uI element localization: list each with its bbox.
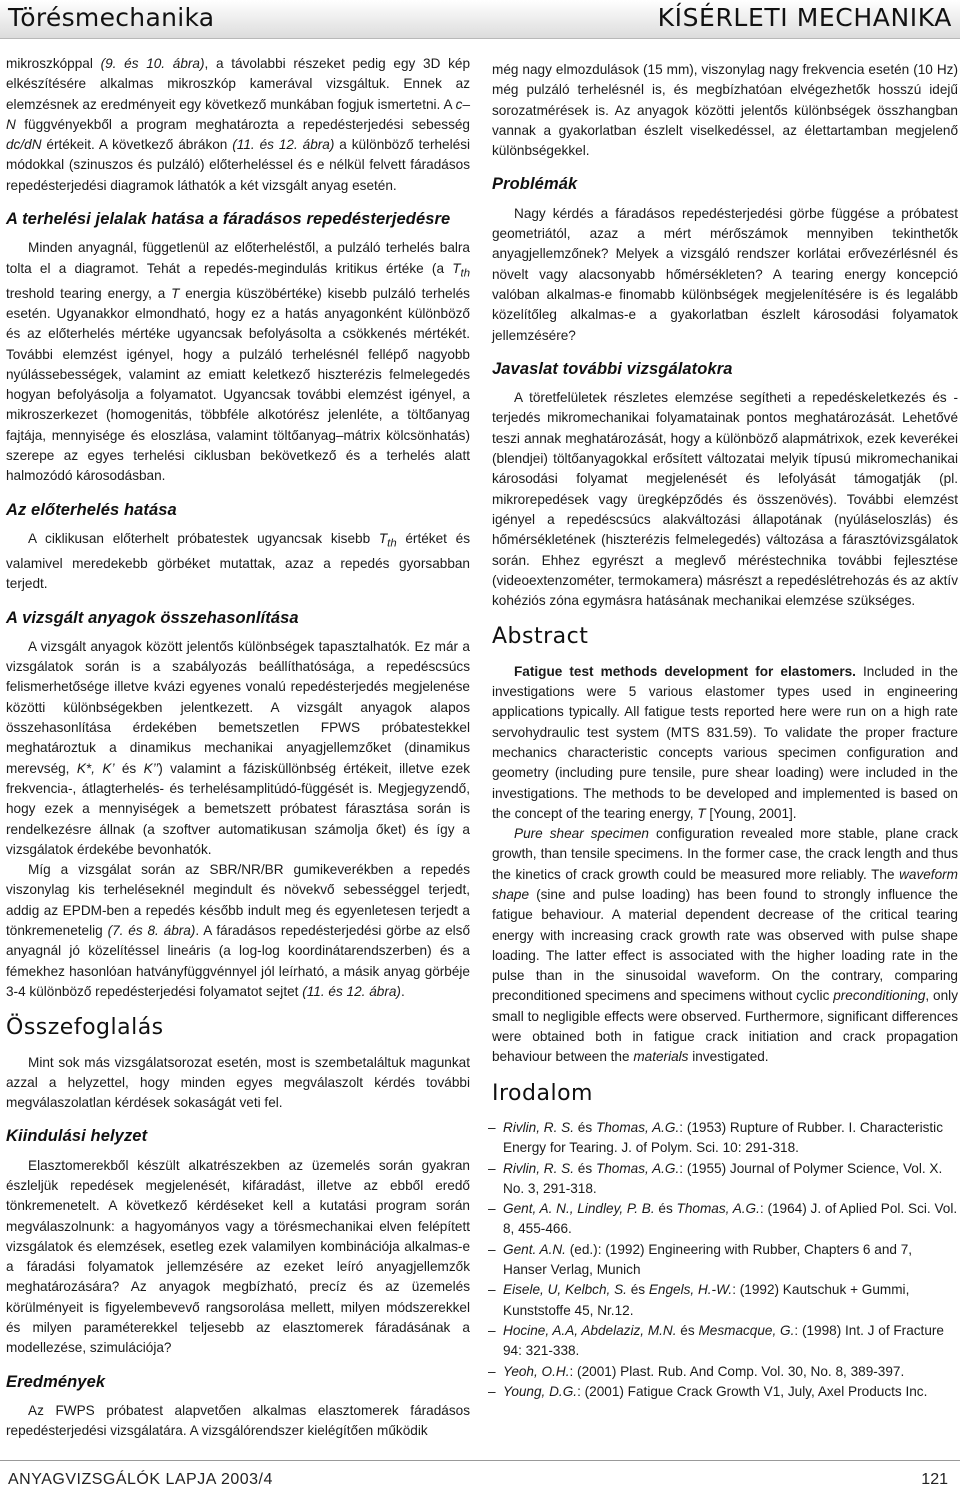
paragraph: Mint sok más vizsgálatsorozat esetén, most is szembetaláltuk magunkat azzal a helyzettel, hogy minden egyes megválaszolt kérdés további megválaszolatlan kérdések sokaságát veti fel. <box>6 1054 470 1111</box>
section-heading: A terhelési jelalak hatása a fáradásos repedésterjedésre <box>6 210 451 229</box>
reference-item: – Yeoh, O.H.: (2001) Plast. Rub. And Comp. Vol. 30, No. 8, 389-397. <box>488 1363 905 1379</box>
left-column <box>6 54 470 1442</box>
section-heading: Eredmények <box>6 1372 106 1391</box>
reference-item: – Young, D.G.: (2001) Fatigue Crack Growth V1, July, Axel Products Inc. <box>488 1383 928 1399</box>
paragraph: A ciklikusan előterhelt próbatestek ugyancsak kisebb $T_{th}$ értéket és valamivel meredekebb görbéket mutattak, azaz a repedés gyorsabban terjedt. <box>6 530 470 592</box>
paragraph: mikroszkóppal (9. és 10. ábra), a távolabbi részeket pedig egy 3D kép elkészítésére alkalmas mikroszkóp kamerával vizsgáltuk. Ennek az elemzésnek az eredményeit egy következő munkában fogjuk ismertetni. A c–N függvényekből a program meghatározta a repedésterjedési sebesség dc/dN értékeit. A következő ábrákon (11. és 12. ábra) a különböző terhelési módokkal (szinuszos és pulzáló) előterheléssel és e nélkül felvett fáradásos repedésterjedési diagramok láthatók a két vizsgált anyag esetén. <box>6 56 471 193</box>
paragraph: Az FWPS próbatest alapvetően alkalmas elasztomerek fáradásos repedésterjedési vizsgálatára. A vizsgálórendszer kielégítően működik <box>6 1402 470 1439</box>
abstract-paragraph: Fatigue test methods development for elastomers. Included in the investigations were 5 various elastomer types used in engineering applications typically. All fatigue tests reported here were run on a high rate servohydraulic test system (MTS 831.59). To validate the proper fracture mechanics characteristic concepts various specimen configuration and geometry (including pure tensile, pure shear loading) were included in the investigations. The methods to be developed and implemented is based on the concept of the tearing energy, T [Young, 2001]. <box>492 663 958 821</box>
section-title: Törésmechanika <box>8 3 215 32</box>
section-heading: Kiindulási helyzet <box>6 1127 148 1146</box>
section-heading: Problémák <box>492 175 578 194</box>
section-heading: Javaslat további vizsgálatokra <box>492 359 733 378</box>
section-heading: Az előterhelés hatása <box>6 500 177 519</box>
page-footer <box>0 1460 960 1498</box>
paragraph: Elasztomerekből készült alkatrészekben az üzemelés során gyakran észleljük repedések megjelenését, kifáradást, illetve az ebből eredő tönkremenetelt. A következő kérdéseket kell a kutatási program során megválaszolnunk: a hagyományos vagy a törésmechanikai elven felépített vizsgálatok és elemzések, esetleg ezek valamilyen kombinációja alkalmas-e a fáradási folyamatok jellemzésére az ezeket leíró anyagjellemzők meghatározására? Az anyagok megbízható, precíz és az üzemelés körülményeit is figyelembevevő rangsorolása mellett, milyen módszerekkel és milyen paraméterekkel teljesebb az elasztomerek fáradásának a modellezése, szimulációja? <box>6 1157 470 1356</box>
page-header <box>0 0 960 39</box>
category-title: KÍSÉRLETI MECHANIKA <box>657 3 952 32</box>
paragraph: A vizsgált anyagok között jelentős különbségek tapasztalhatók. Ez már a vizsgálatok során is a szabályozás beállíthatósága, a repedéscsúcs felismerhetősége illetve kvázi egyenes vonalú repedésterjedés megjelenése közötti különbségekben jelentkezett. A vizsgált anyagok alapos összehasonlítása érdekében bemetszetlen FPWS próbatestekkel meghatároztuk a dinamikus mechanikai anyagjellemzőket (dinamikus merevség, K*, K’ és K’’) valamint a fázisküllönbség értékeit, illetve ezek frekvencia-, átlagterhelés- és terhelésamplitúdó-függését is. Megjegyzendő, hogy ezek a mennyiségek a bemetszett próbatest fárasztása során is rendelkezésre állnak (a szoftver automatikusan számolja őket) és így a vizsgálatok érdekébe bevonhatók. <box>6 638 471 857</box>
journal-issue: ANYAGVIZSGÁLÓK LAPJA 2003/4 <box>8 1471 273 1488</box>
right-column <box>488 60 959 1402</box>
paragraph: még nagy elmozdulások (15 mm), viszonylag nagy frekvencia esetén (10 Hz) még pulzáló terhelésnél is, és megbízhatóan elvégezhetők hosszú idejű sorozatmérések is. Az anyagok közötti jelentős különbségek összhangban vannak a gyakorlatban észlelt viselkedéssel, az élettartamban megjelenő különbségekkel. <box>492 62 958 159</box>
reference-item: – Rivlin, R. S. és Thomas, A.G.: (1955) Journal of Polymer Science, Vol. X. No. 3, 291-318. <box>488 1160 943 1196</box>
paragraph: A töretfelületek részletes elemzése segítheti a repedéskeletkezés és -terjedés mikromechanikai folyamatainak pontos meghatározását. Lehetővé teszi annak meghatározását, hogy a különböző alapmátrixok, ezek keverékei (blendjei) töltőanyagokkal erősített változatai melyik típusú mikromechanikai károsodási folyamat megjelenését és lefolyását támogatják (pl. mikrorepedések vagy üregképződés és összenövés). További elemzést igényel a repedéscsúcs alakváltozási állapotának (nyúláseloszlás) és hőmérsékletének (hiszterézis felmelegedés) változása a fárasztóvizsgálatok során. Ehhez egyrészt a meglevő méréstechnika további fejlesztése (videoextenzométer, termokamera) másrészt a repedéslétrehozás és az aktív kohéziós zóna egymásra hatásának mechanikai elemzése szükséges. <box>492 390 958 609</box>
paragraph: Nagy kérdés a fáradásos repedésterjedési görbe függése a próbatest geometriától, azaz a mért mérőszámok mennyiben tekinthetők anyagjellemzőnek? Melyek a vizsgáló rendszer korlátai erővezérlésnél és növelt vagy alacsonyabb hőmérsékleten? A tearing energy koncepció valóban alkalmas-e finomabb különbségek megjelenítésére is és legalább közelítőleg alkalmas-e a gyakorlatban észlelt károsodási folyamatok jellemzésére? <box>492 205 958 343</box>
reference-item: – Hocine, A.A, Abdelaziz, M.N. és Mesmacque, G.: (1998) Int. J of Fracture 94: 321-338. <box>488 1322 944 1359</box>
reference-item: – Gent. A.N. (ed.): (1992) Engineering with Rubber, Chapters 6 and 7, Hanser Verlag, Munich <box>488 1241 913 1278</box>
chapter-heading: Abstract <box>492 624 589 650</box>
reference-item: – Gent, A. N., Lindley, P. B. és Thomas, A.G.: (1964) J. of Aplied Pol. Sci. Vol. 8, 455-466. <box>488 1201 958 1237</box>
page-number: 121 <box>921 1471 948 1488</box>
section-heading: A vizsgált anyagok összehasonlítása <box>6 608 299 627</box>
reference-item: – Rivlin, R. S. és Thomas, A.G.: (1953) Rupture of Rubber. I. Characteristic Energy for Tearing. J. of Polym. Sci. 10: 291-318. <box>488 1119 943 1156</box>
reference-list <box>488 1118 958 1402</box>
abstract-paragraph: Pure shear specimen configuration revealed more stable, plane crack growth, than tensile specimens. In the former case, the crack length and thus the kinetics of crack growth could be measured more reliably. The waveform shape (sine and pulse loading) has been found to strongly influence the fatigue behaviour. A material dependent decrease of the critical tearing energy with increasing crack growth rate was observed with pulse shape loading. The latter effect is associated with the higher loading rate in the pulse than in the sinusoidal waveform. On the contrary, comparing preconditioned specimens and specimens without cyclic preconditioning, only small to negligible effects were observed. Furthermore, significant differences were obtained both in fatigue crack initiation and crack propagation behaviour between the materials investigated. <box>492 826 959 1065</box>
paragraph: Minden anyagnál, függetlenül az előterheléstől, a pulzáló terhelés balra tolta el a diagramot. Tehát a repedés-megindulás kritikus értéke (a $T_{th}$ treshold tearing energy, a T energia küszöbértéke) kisebb pulzáló terhelés esetén. Ugyanakkor elmondható, hogy ez a hatás anyagonként különböző és az előterhelés mértéke ugyancsak befolyásolta a csökkenés mértékét. További elemzést igényel, hogy a pulzáló terhelésnél fellépő nagyobb nyúlássebességek, valamint az emiatt keletkező hiszterézis felmelegedés hogyan befolyásolja a folyamatot. Ugyancsak további elemzést igényel, a mikroszerkezet (homogenitás, többféle alkotórész jelenléte, a töltőanyag fajtája, mennyisége és eloszlása, valamint töltőanyag–mátrix kölcsönhatás) szerepe az egyes terhelési ciklusban bekövetkező és a terhelés alatt halmozódó károsodásban. <box>6 240 470 484</box>
chapter-heading: Irodalom <box>492 1080 593 1106</box>
chapter-heading: Összefoglalás <box>6 1015 164 1041</box>
paragraph: Míg a vizsgálat során az SBR/NR/BR gumikeverékben a repedés viszonylag kis terheléseknél megindult és növekvő sebességgel terjedt, addig az EPDM-ben a repedés később indult meg és egyenletesen terjedt a tönkremenetelig (7. és 8. ábra). A fáradásos repedésterjedési görbe az első anyagnál jó közelítéssel lineáris (a log-log koordinátarendszerben) és a fémekhez hasonlóan hatványfüggvénnyel jól leírható, a másik anyag görbéje 3-4 különböző repedésterjedési folyamatot sejtet (11. és 12. ábra). <box>6 862 471 999</box>
reference-item: – Eisele, U, Kelbch, S. és Engels, H.-W.: (1992) Kautschuk + Gummi, Kunststoffe 45, Nr.12. <box>488 1282 910 1318</box>
